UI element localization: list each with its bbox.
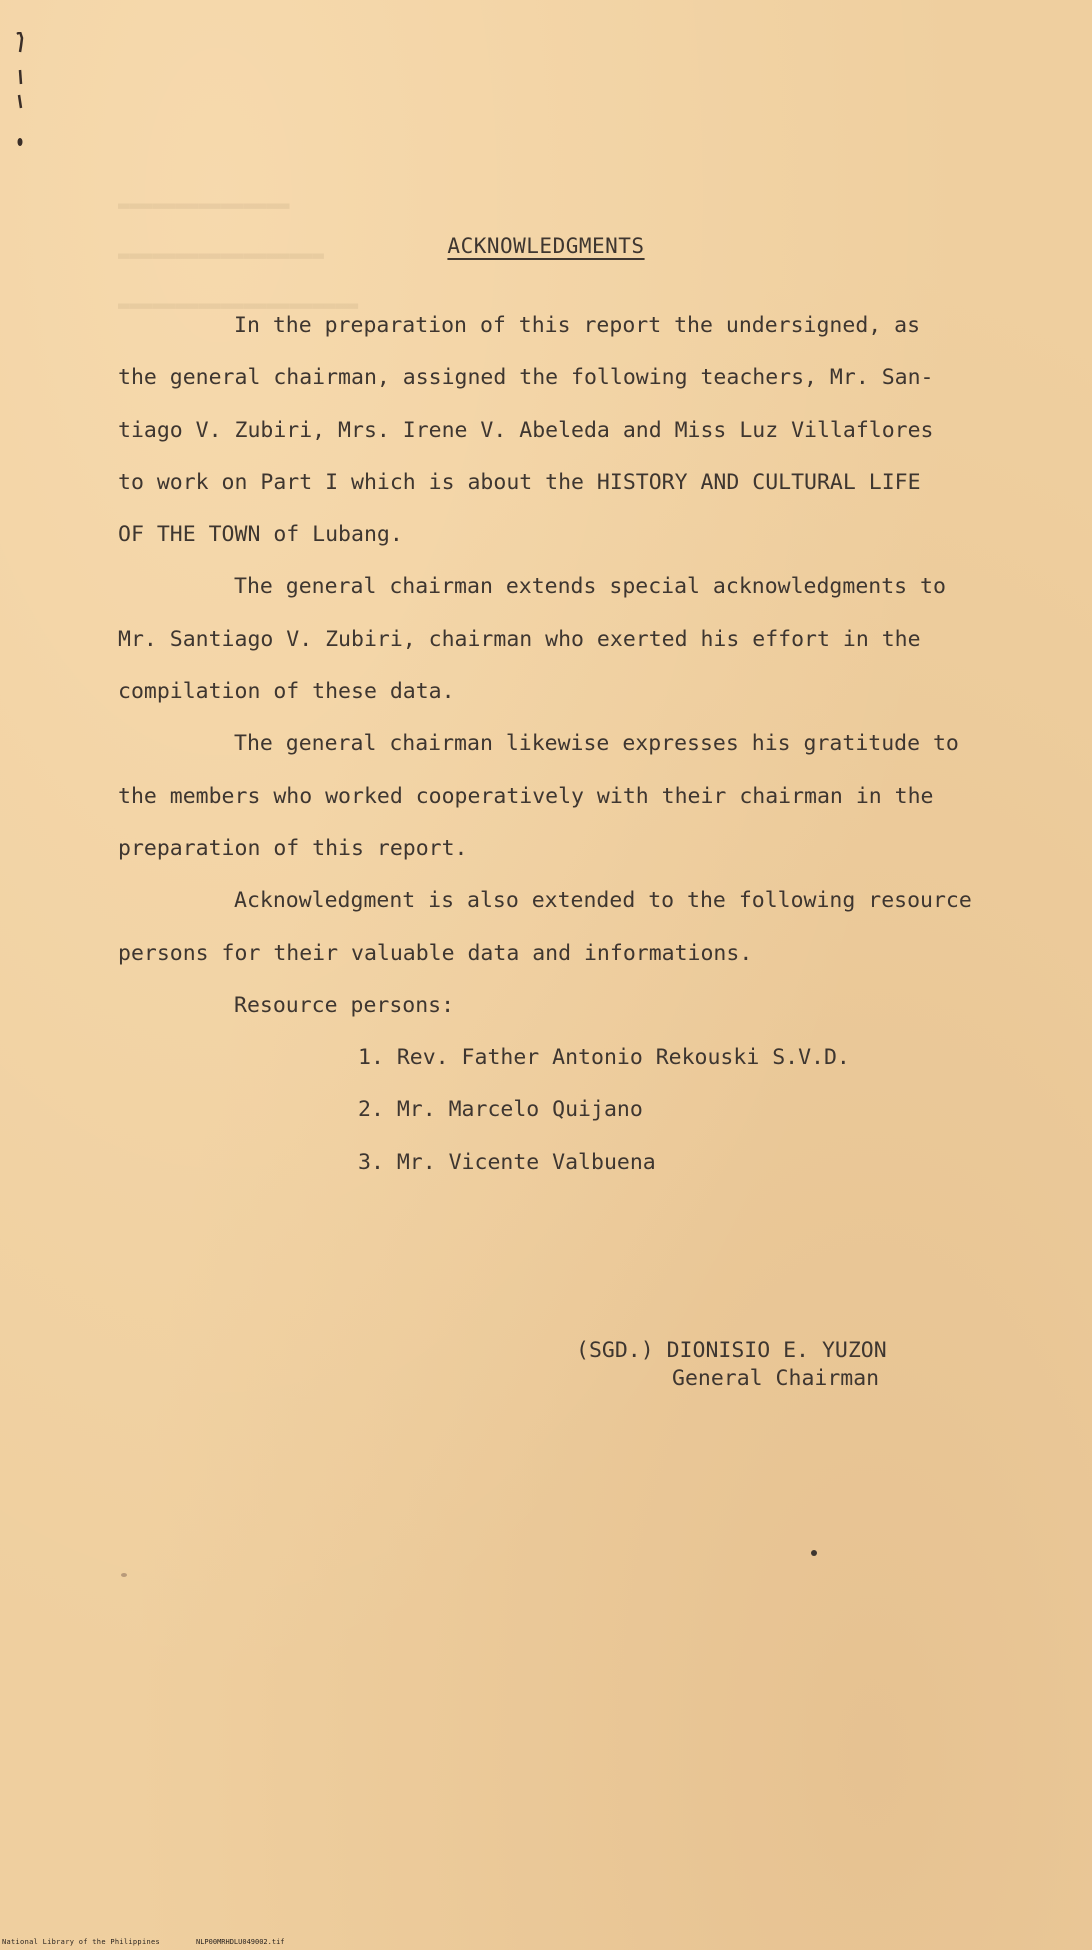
signature-block bbox=[576, 1337, 976, 1393]
bleed-through-text: ▬▬▬▬▬▬▬▬▬▬▬▬▬▬▬ ▬▬▬▬▬▬▬▬▬▬▬▬▬▬▬▬▬▬ ▬▬▬▬▬▬▬▬▬▬▬▬▬▬▬▬▬▬▬▬▬ bbox=[118, 194, 359, 316]
signatory-title: General Chairman bbox=[672, 1366, 880, 1391]
text-line: The general chairman extends special acknowledgments to bbox=[234, 574, 946, 600]
paragraph-resource-acknowledgment bbox=[118, 875, 978, 980]
resource-persons-list bbox=[118, 1032, 978, 1189]
list-item: 2. Mr. Marcelo Quijano bbox=[358, 1097, 643, 1123]
text-line: Acknowledgment is also extended to the following resource bbox=[234, 888, 972, 914]
document-body bbox=[118, 300, 978, 1189]
footer-file-name: NLP00MRHDLU049002.tif bbox=[196, 1938, 285, 1946]
text-line: the general chairman, assigned the following teachers, Mr. San- bbox=[118, 365, 934, 391]
paragraph-gratitude bbox=[118, 718, 978, 875]
text-line: tiago V. Zubiri, Mrs. Irene V. Abeleda and Miss Luz Villaflores bbox=[118, 417, 934, 443]
text-line: preparation of this report. bbox=[118, 835, 468, 861]
margin-punch-marks bbox=[14, 32, 28, 182]
signatory-name: (SGD.) DIONISIO E. YUZON bbox=[576, 1338, 887, 1363]
resource-persons-heading: Resource persons: bbox=[234, 992, 455, 1018]
text-line: to work on Part I which is about the HISTORY AND CULTURAL LIFE bbox=[118, 469, 921, 495]
paragraph-special-acknowledgments bbox=[118, 561, 978, 718]
text-line: The general chairman likewise expresses his gratitude to bbox=[234, 731, 959, 757]
text-line: the members who worked cooperatively with their chairman in the bbox=[118, 783, 934, 809]
list-item: 3. Mr. Vicente Valbuena bbox=[358, 1149, 656, 1175]
ink-speck bbox=[811, 1550, 817, 1556]
text-line: In the preparation of this report the undersigned, as bbox=[234, 313, 921, 338]
text-line: persons for their valuable data and informations. bbox=[118, 940, 753, 966]
text-line: compilation of these data. bbox=[118, 679, 455, 705]
page-title: ACKNOWLEDGMENTS bbox=[447, 234, 645, 258]
text-line: Mr. Santiago V. Zubiri, chairman who exerted his effort in the bbox=[118, 626, 921, 652]
list-item: 1. Rev. Father Antonio Rekouski S.V.D. bbox=[358, 1045, 850, 1071]
footer-library-name: National Library of the Philippines bbox=[2, 1938, 161, 1946]
text-line: OF THE TOWN of Lubang. bbox=[118, 522, 403, 548]
paragraph-preparation bbox=[118, 300, 978, 561]
ink-speck bbox=[121, 1573, 127, 1577]
